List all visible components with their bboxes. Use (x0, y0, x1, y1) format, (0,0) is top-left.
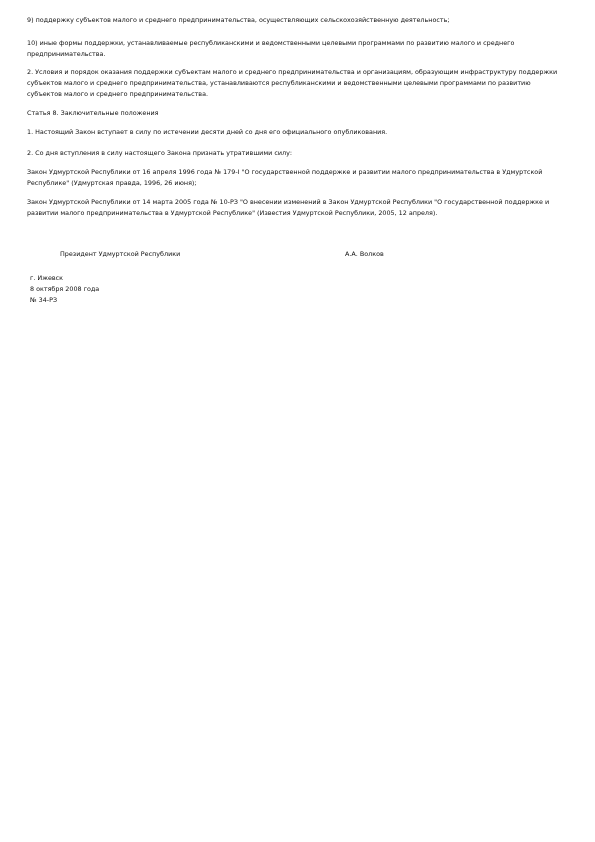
article-8-heading: Статья 8. Заключительные положения (27, 109, 159, 117)
paragraph-entry-into-force: 1. Настоящий Закон вступает в силу по истечении десяти дней со дня его официального опубликования. (27, 128, 388, 136)
paragraph-repealed-law-2005: Закон Удмуртской Республики от 14 марта 2005 года № 10-РЗ "О внесении изменений в Закон Удмуртской Республики "О государственной поддержке и развитии малого предпринимательства в Удмуртской Республике" (Известия Удмуртской Республики, 2005, 12 апреля). (27, 198, 550, 217)
paragraph-item-10: 10) иные формы поддержки, устанавливаемые республиканскими и ведомственными целевыми программами по развитию малого и среднего предпринимательства. (27, 39, 515, 58)
paragraph-repealed-law-1996: Закон Удмуртской Республики от 16 апреля 1996 года № 179-I "О государственной поддержке и развитии малого предпринимательства в Удмуртской Республике" (Удмуртская правда, 1996, 26 июня); (27, 168, 543, 187)
footer-date: 8 октября 2008 года (30, 285, 100, 293)
signature-title: Президент Удмуртской Республики (60, 250, 181, 258)
signature-name: А.А. Волков (345, 250, 384, 258)
paragraph-conditions: 2. Условия и порядок оказания поддержки субъектам малого и среднего предпринимательства и организациям, образующим инфраструктуру поддержки субъектов малого и среднего предпринимательства, устанавливаются республиканскими и ведомственными целевыми программами по развитию субъектов малого и среднего предпринимательства. (27, 68, 558, 98)
paragraph-item-9: 9) поддержку субъектов малого и среднего предпринимательства, осуществляющих сельскохозяйственную деятельность; (27, 16, 450, 24)
paragraph-repeal: 2. Со дня вступления в силу настоящего Закона признать утратившими силу: (27, 149, 293, 157)
footer-city: г. Ижевск (30, 274, 64, 282)
footer-number: № 34-РЗ (30, 296, 58, 304)
